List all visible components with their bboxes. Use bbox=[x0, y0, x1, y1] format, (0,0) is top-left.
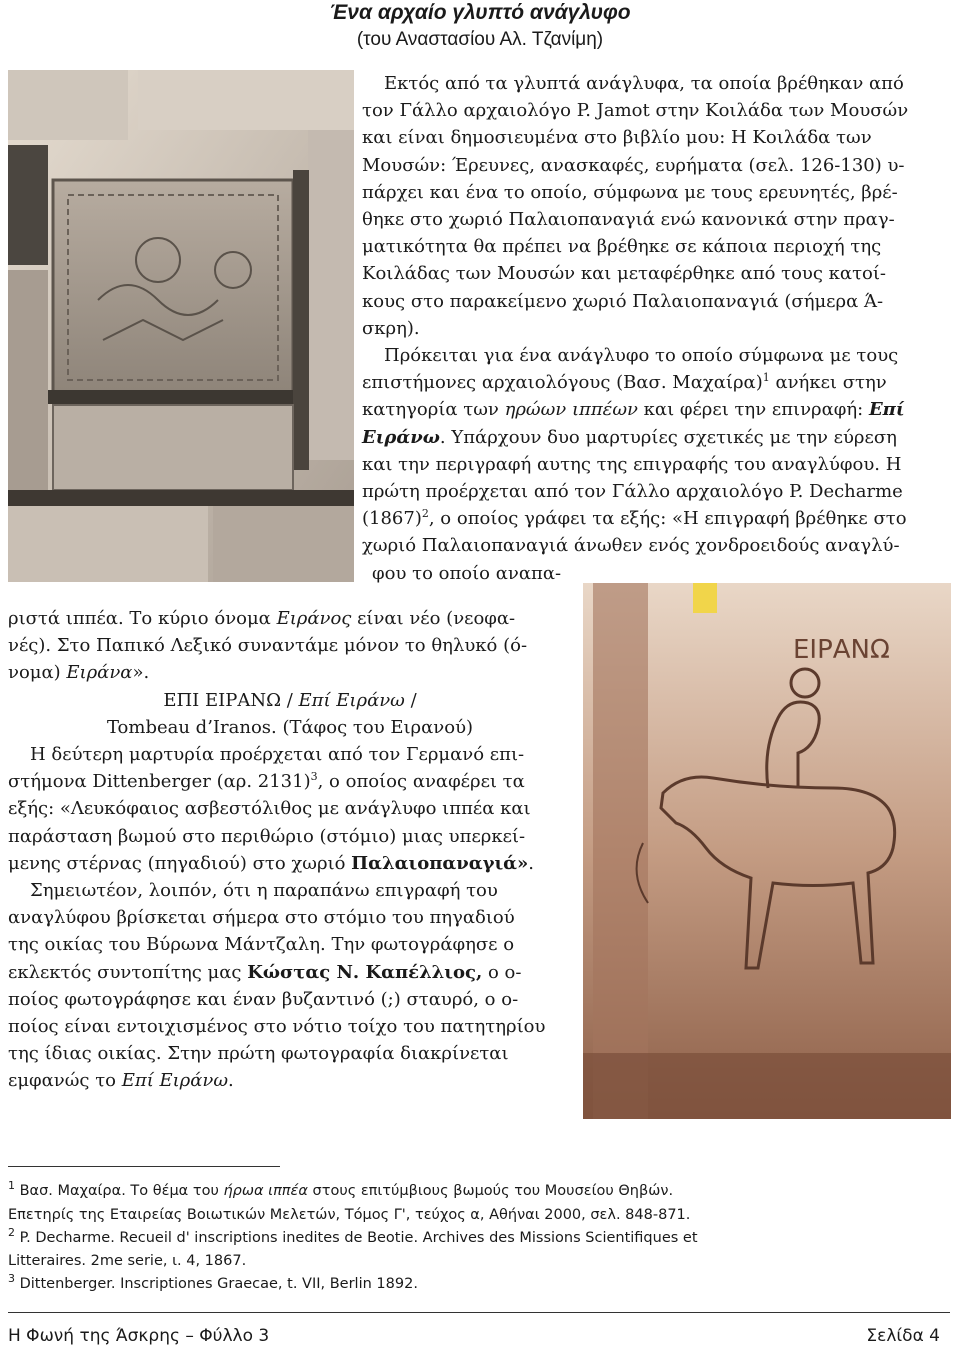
footer-publication: Η Φωνή της Άσκρης – Φύλλο 3 bbox=[8, 1326, 270, 1346]
text-line: χωριό Παλαιοπαναγιά άνωθεν ενός χονδροειδούς αναγλύ- bbox=[362, 535, 900, 557]
footnote-1: $^1$ Βασ. Μαχαίρα. Το θέμα του ήρωα ιππέα στους επιτύμβιους βωμούς του Μουσείου Θηβών. bbox=[8, 1179, 674, 1199]
text-line: ποίος είναι εντοιχισμένος στο νότιο τοίχο του πατητηρίου bbox=[8, 1016, 546, 1038]
paragraph-second bbox=[362, 342, 952, 587]
text-line: νομα) Ειράνα». bbox=[8, 662, 150, 684]
horseman-relief-photo bbox=[583, 583, 951, 1119]
text-line: σκρη). bbox=[362, 317, 420, 339]
text-line: μενης στέρνας (πηγαδιού) στο χωριό Παλαιοπαναγιά». bbox=[8, 852, 535, 874]
text-line: Κοιλάδας των Μουσών και μεταφέρθηκε από τους κατοί- bbox=[362, 263, 887, 285]
footnote-1-cont: Επετηρίς της Εταιρείας Βοιωτικών Μελετών, Τόμος Γ', τεύχος α, Αθήναι 2000, σελ. 848-871. bbox=[8, 1207, 691, 1223]
text-line: και είναι δημοσιευμένα στο βιβλίο μου: Η Κοιλάδα των bbox=[362, 127, 872, 149]
text-line: Μουσών: Έρευνες, ανασκαφές, ευρήματα (σελ. 126-130) υ- bbox=[362, 154, 905, 176]
text-line: κους στο παρακείμενο χωριό Παλαιοπαναγιά (σήμερα Ά- bbox=[362, 290, 884, 312]
text-line: θηκε στο χωριό Παλαιοπαναγιά ενώ κανονικά στην πραγ- bbox=[362, 209, 895, 231]
inscription-block bbox=[8, 687, 572, 741]
text-line: Η δεύτερη μαρτυρία προέρχεται από τον Γερμανό επι- bbox=[30, 744, 525, 766]
text-line: ριστά ιππέα. Το κύριο όνομα Ειράνος είναι νέο (νεοφα- bbox=[8, 608, 516, 629]
text-line: φου το οποίο αναπα- bbox=[372, 562, 562, 584]
text-line: ματικότητα θα πρέπει να βρέθηκε σε κάποια περιοχή της bbox=[362, 236, 882, 258]
text-line: και την περιγραφή αυτης της επιγραφής του αναγλύφου. Η bbox=[362, 453, 902, 475]
text-line: Εκτός από τα γλυπτά ανάγλυφα, τα οποία βρέθηκαν από bbox=[384, 73, 904, 94]
footnote-3: $^3$ Dittenberger. Inscriptiones Graecae, t. VII, Berlin 1892. bbox=[8, 1272, 418, 1292]
text-line: εξής: «Λευκόφαιος ασβεστόλιθος με ανάγλυφο ιππέα και bbox=[8, 798, 531, 820]
footnote-2: $^2$ P. Decharme. Recueil d' inscriptions inedites de Beotie. Archives des Missions Scientifiques et bbox=[8, 1226, 698, 1246]
text-line: Πρόκειται για ένα ανάγλυφο το οποίο σύμφωνα με τους bbox=[384, 345, 899, 367]
footnote-ref-1[interactable]: 1 bbox=[762, 371, 770, 385]
footnote-divider bbox=[8, 1166, 280, 1167]
text-line: επιστήμονες αρχαιολόγους (Βασ. Μαχαίρα)$^1$ ανήκει στην bbox=[362, 371, 887, 394]
stone-wall-photo bbox=[8, 70, 354, 582]
footer-page-number: Σελίδα 4 bbox=[866, 1326, 940, 1346]
footnote-2-cont: Litteraires. 2me serie, ι. 4, 1867. bbox=[8, 1253, 247, 1269]
footnote-ref-3[interactable]: 3 bbox=[310, 770, 318, 784]
stone-wall-relief-photo-icon bbox=[8, 70, 354, 582]
text-line: εκλεκτός συντοπίτης μας Κώστας Ν. Καπέλλιος, ο ο- bbox=[8, 961, 522, 983]
footer-divider bbox=[8, 1312, 950, 1313]
text-line: νές). Στο Παπικό Λεξικό συναντάμε μόνον το θηλυκό (ό- bbox=[8, 635, 528, 657]
text-line: αναγλύφου βρίσκεται σήμερα στο στόμιο του πηγαδιού bbox=[8, 907, 515, 929]
text-line: ποίος φωτογράφησε και έναν βυζαντινό (;) σταυρό, ο ο- bbox=[8, 988, 519, 1010]
paragraph-left-column bbox=[8, 605, 572, 1095]
text-line: Ειράνω. Υπάρχουν δυο μαρτυρίες σχετικές με την εύρεση bbox=[362, 426, 897, 448]
relief-inscription: ΕΙΡΑΝΩ bbox=[793, 635, 890, 665]
text-line: της ίδιας οικίας. Στην πρώτη φωτογραφία διακρίνεται bbox=[8, 1043, 509, 1065]
text-line: κατηγορία των ηρώων ιππέων και φέρει την επινραφή: Επί bbox=[362, 399, 905, 421]
text-line: Tombeau d’Iranos. (Τάφος του Ειρανού) bbox=[106, 716, 474, 738]
horseman-relief-photo-icon bbox=[583, 583, 951, 1119]
text-line: εμφανώς το Επί Ειράνω. bbox=[8, 1070, 234, 1092]
paragraph-third bbox=[8, 741, 572, 877]
text-line: στήμονα Dittenberger (αρ. 2131)$^3$, ο οποίος αναφέρει τα bbox=[8, 770, 525, 793]
text-line: πάρχει και ένα το οποίο, σύμφωνα με τους ερευνητές, βρέ- bbox=[362, 181, 898, 203]
text-line: $(1867)^2$, ο οποίος γράφει τα εξής: «Η επιγραφή βρέθηκε στο bbox=[362, 507, 907, 530]
text-line: τον Γάλλο αρχαιολόγο P. Jamot στην Κοιλάδα των Μουσών bbox=[362, 100, 909, 122]
text-line: παράσταση βωμού στο περιθώριο (στόμιο) μιας υπερκεί- bbox=[8, 825, 526, 847]
footnote-ref-2[interactable]: 2 bbox=[421, 507, 429, 521]
text-line: Σημειωτέον, λοιπόν, ότι η παραπάνω επιγραφή του bbox=[30, 880, 498, 902]
paragraph-intro bbox=[362, 70, 952, 587]
text-line: ΕΠΙ ΕΙΡΑΝΩ / Επί Ειράνω / bbox=[163, 689, 417, 711]
article-author: (του Αναστασίου Αλ. Τζανίμη) bbox=[356, 29, 604, 50]
text-line: της οικίας του Βύρωνα Μάντζαλη. Την φωτογράφησε ο bbox=[8, 934, 515, 956]
text-line: πρώτη προέρχεται από τον Γάλλο αρχαιολόγο P. Decharme bbox=[362, 481, 903, 503]
paragraph-fourth bbox=[8, 877, 572, 1095]
article-title: Ένα αρχαίο γλυπτό ανάγλυφο bbox=[329, 1, 631, 24]
